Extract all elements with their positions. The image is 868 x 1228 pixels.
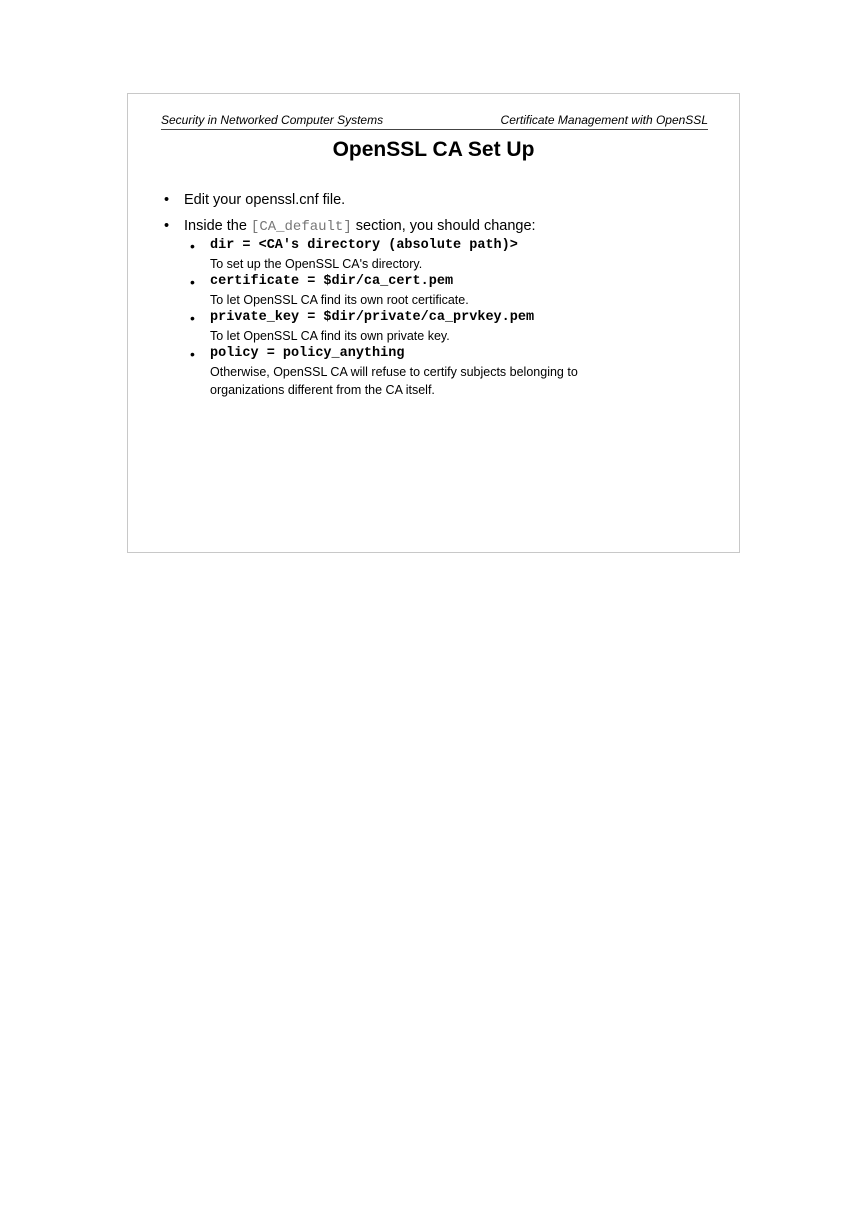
course-title: Security in Networked Computer Systems <box>161 113 384 127</box>
setting-item-policy <box>184 345 724 399</box>
setting-description: To let OpenSSL CA find its own root certificate. <box>210 293 469 307</box>
setting-code: • policy = policy_anything <box>210 346 405 361</box>
bullet-ca-default-section <box>164 216 724 399</box>
bullet-list <box>164 190 724 405</box>
setting-item-dir <box>184 237 724 273</box>
section-title: Certificate Management with OpenSSL <box>500 113 708 127</box>
ca-default-code: [CA_default] <box>250 219 352 235</box>
setting-code: • dir = <CA's directory (absolute path)> <box>210 238 518 253</box>
bullet-text-suffix: section, you should change: <box>351 218 536 234</box>
settings-list <box>184 237 724 399</box>
setting-description: To let OpenSSL CA find its own private key. <box>210 329 450 343</box>
bullet-edit-config <box>164 190 724 210</box>
setting-code: • private_key = $dir/private/ca_prvkey.pem <box>210 310 535 325</box>
setting-description: Otherwise, OpenSSL CA will refuse to certify subjects belonging to organizations different from the CA itself. <box>210 365 578 397</box>
slide-header <box>161 112 708 130</box>
slide-title: OpenSSL CA Set Up <box>332 138 535 161</box>
bullet-text-prefix: Inside the <box>184 218 251 234</box>
slide <box>127 93 740 553</box>
setting-description: To set up the OpenSSL CA's directory. <box>210 257 423 271</box>
setting-item-private-key <box>184 309 724 345</box>
setting-code: • certificate = $dir/ca_cert.pem <box>210 274 454 289</box>
bullet-text: Edit your openssl.cnf file. <box>184 192 346 208</box>
setting-item-certificate <box>184 273 724 309</box>
